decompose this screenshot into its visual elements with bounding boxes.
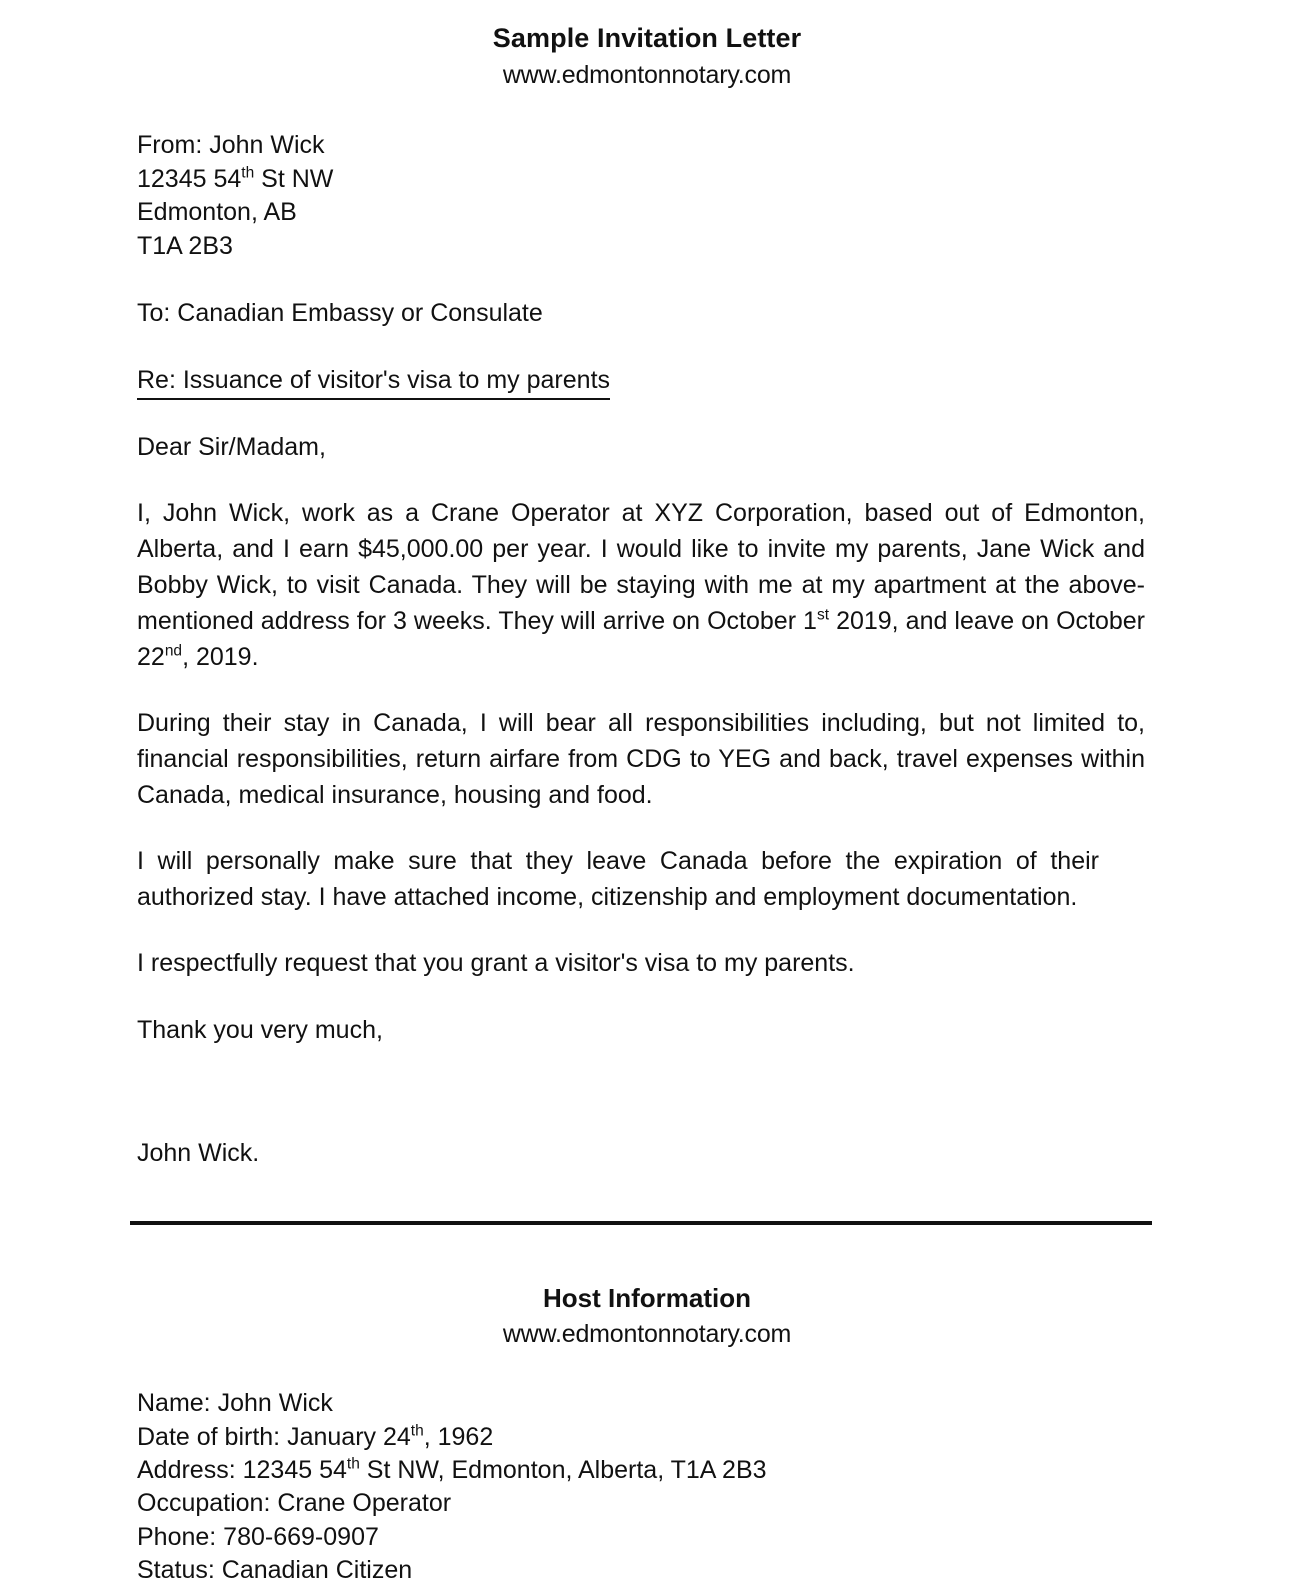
- paragraph-1-text-b: 2019, and leave on October 22: [137, 606, 1145, 671]
- host-information-title: Host Information: [543, 1282, 751, 1313]
- letter-body: [137, 129, 1145, 1171]
- host-information-details: [137, 1387, 1294, 1587]
- letter-paragraph-2: During their stay in Canada, I will bear all responsibilities including, but not limited to, financial responsibilities, return airfare from CDG to YEG and back, travel expenses within Canada, medical insurance, housing and food.: [137, 708, 1145, 809]
- salutation: Dear Sir/Madam,: [137, 433, 326, 462]
- host-name: Name: John Wick: [137, 1389, 333, 1418]
- horizontal-rule: [130, 1221, 1152, 1225]
- host-information-header: [0, 1283, 1294, 1350]
- letter-paragraph-1: [137, 495, 1145, 675]
- sender-street: [137, 163, 1145, 197]
- host-status: Status: Canadian Citizen: [137, 1556, 413, 1585]
- section-divider: [130, 1221, 1152, 1225]
- letter-paragraph-3: I will personally make sure that they leave Canada before the expiration of their authorized stay. I have attached income, citizenship and employment documentation.: [137, 846, 1099, 911]
- sender-street-suffix: St NW: [254, 164, 334, 193]
- host-address: [137, 1454, 1294, 1487]
- host-dob-prefix: Date of birth: January 24: [137, 1422, 411, 1451]
- host-occupation: Occupation: Crane Operator: [137, 1489, 452, 1518]
- sender-street-ordinal: th: [241, 164, 255, 182]
- sender-postal-code: T1A 2B3: [137, 231, 233, 260]
- signature-name: John Wick.: [137, 1139, 260, 1168]
- departure-date-ordinal: nd: [164, 642, 183, 660]
- host-dob-suffix: , 1962: [423, 1422, 494, 1451]
- recipient-line: To: Canadian Embassy or Consulate: [137, 299, 543, 328]
- arrival-date-ordinal: st: [816, 606, 830, 624]
- document-website: www.edmontonnotary.com: [502, 60, 792, 89]
- host-address-suffix: St NW, Edmonton, Alberta, T1A 2B3: [359, 1455, 767, 1484]
- document-header: [0, 0, 1294, 91]
- closing-line: Thank you very much,: [137, 1015, 383, 1044]
- host-phone: Phone: 780-669-0907: [137, 1522, 379, 1551]
- host-dob-ordinal: th: [410, 1422, 424, 1440]
- host-address-ordinal: th: [346, 1455, 360, 1473]
- sender-address-block: [137, 129, 1145, 263]
- host-information-website: www.edmontonnotary.com: [502, 1319, 792, 1348]
- sender-name: From: John Wick: [137, 131, 325, 160]
- paragraph-1-text-c: , 2019.: [182, 642, 259, 671]
- page-title: Sample Invitation Letter: [492, 23, 802, 53]
- host-date-of-birth: [137, 1421, 1294, 1454]
- letter-paragraph-4: I respectfully request that you grant a visitor's visa to my parents.: [137, 948, 855, 977]
- sender-street-number: 12345 54: [137, 164, 242, 193]
- sender-city: Edmonton, AB: [137, 198, 297, 227]
- paragraph-1-text-a: I, John Wick, work as a Crane Operator at XYZ Corporation, based out of Edmonton, Alberta, and I earn $45,000.00 per year. I would like to invite my parents, Jane Wick and Bobby Wick, to visit Canada. They will be staying with me at my apartment at the above-mentioned address for 3 weeks. They will arrive on October 1: [137, 498, 1145, 635]
- host-address-prefix: Address: 12345 54: [137, 1455, 347, 1484]
- subject-line: Re: Issuance of visitor's visa to my parents: [137, 364, 610, 401]
